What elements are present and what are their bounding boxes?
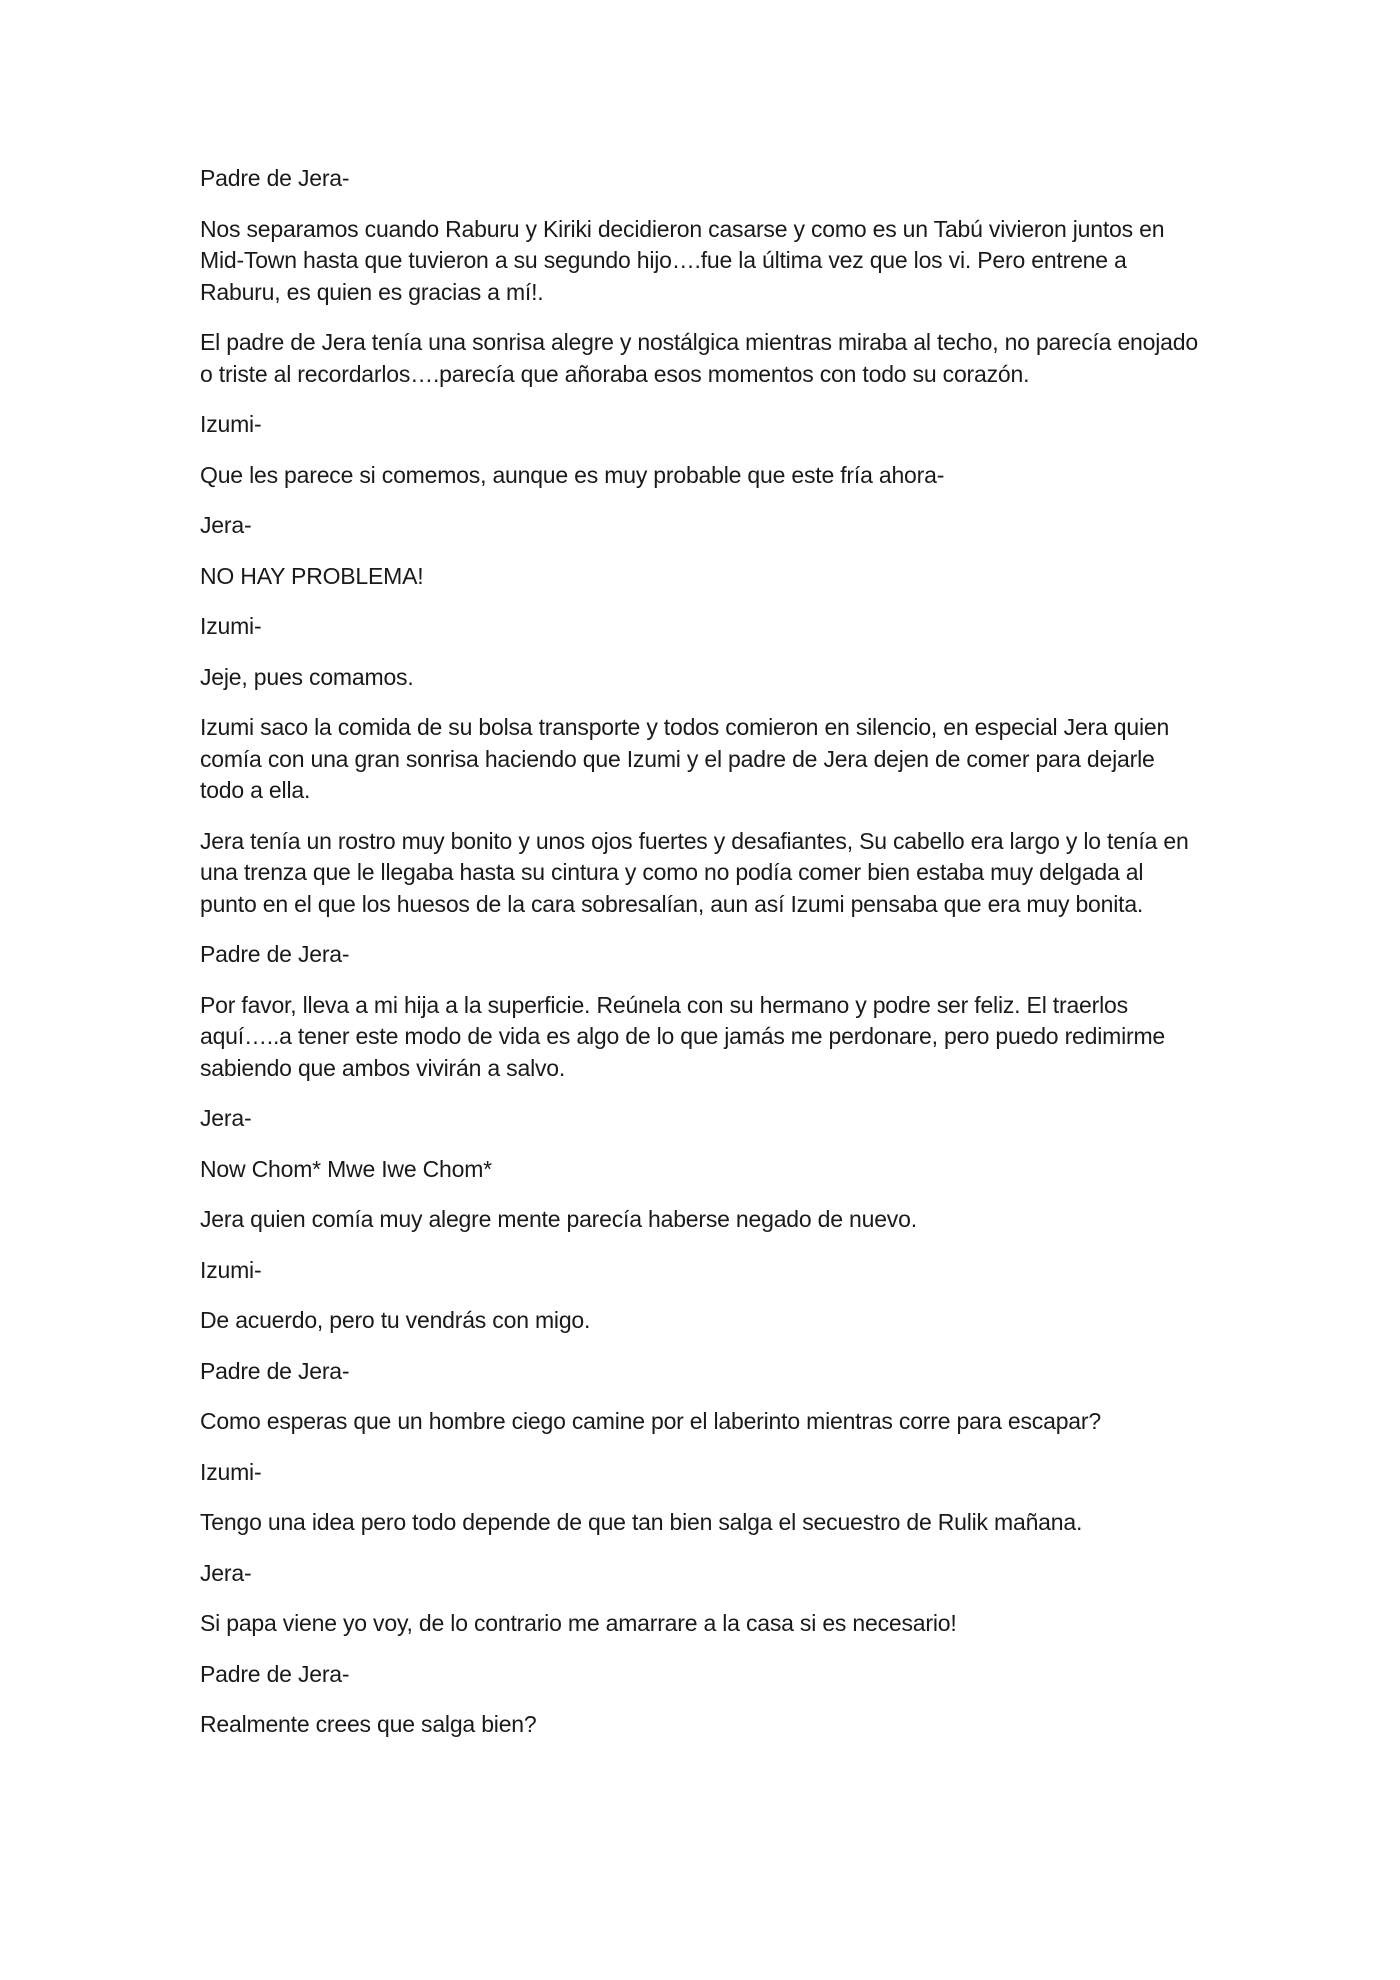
dialogue-paragraph: Jeje, pues comamos. [200, 663, 414, 690]
speaker-label: Izumi- [200, 1458, 262, 1485]
dialogue-paragraph: Realmente crees que salga bien? [200, 1711, 537, 1737]
dialogue-paragraph: Si papa viene yo voy, de lo contrario me amarrare a la casa si es necesario! [200, 1610, 957, 1636]
document-page [200, 163, 1200, 1760]
speaker-label: Padre de Jera- [200, 1357, 350, 1384]
speaker-label: Padre de Jera- [200, 941, 350, 967]
narration-paragraph: Izumi saco la comida de su bolsa transporte y todos comieron en silencio, en especial Jera quien comía con una gran sonrisa haciendo que Izumi y el padre de Jera dejen de comer para dejarle todo a ella. [200, 714, 1170, 803]
dialogue-paragraph: Como esperas que un hombre ciego camine por el laberinto mientras corre para escapar? [200, 1408, 1101, 1434]
narration-paragraph: El padre de Jera tenía una sonrisa alegre y nostálgica mientras miraba al techo, no parecía enojado o triste al recordarlos….parecía que añoraba esos momentos con todo su corazón. [200, 329, 1198, 387]
dialogue-paragraph: Nos separamos cuando Raburu y Kiriki decidieron casarse y como es un Tabú vivieron juntos en Mid-Town hasta que tuvieron a su segundo hijo….fue la última vez que los vi. Pero entrene a Raburu, es quien es gracias a mí!. [200, 215, 1165, 305]
speaker-label: Izumi- [200, 613, 262, 639]
narration-paragraph: Jera quien comía muy alegre mente parecía haberse negado de nuevo. [200, 1206, 917, 1232]
speaker-label: Jera- [200, 512, 252, 538]
dialogue-paragraph: Now Chom* Mwe Iwe Chom* [200, 1155, 492, 1182]
dialogue-paragraph: NO HAY PROBLEMA! [200, 562, 424, 589]
speaker-label: Izumi- [200, 411, 262, 437]
speaker-label: Jera- [200, 1105, 252, 1131]
narration-paragraph: Jera tenía un rostro muy bonito y unos ojos fuertes y desafiantes, Su cabello era largo y lo tenía en una trenza que le llegaba hasta su cintura y como no podía comer bien estaba muy delgada al punto en el que los huesos de la cara sobresalían, aun así Izumi pensaba que era muy bonita. [200, 827, 1189, 917]
dialogue-paragraph: Por favor, lleva a mi hija a la superficie. Reúnela con su hermano y podre ser feliz. El traerlos aquí…..a tener este modo de vida es algo de lo que jamás me perdonare, pero puedo redimirme sabiendo que ambos vivirán a salvo. [200, 991, 1165, 1081]
dialogue-paragraph: De acuerdo, pero tu vendrás con migo. [200, 1307, 591, 1333]
dialogue-paragraph: Que les parece si comemos, aunque es muy probable que este fría ahora- [200, 461, 945, 488]
dialogue-paragraph: Tengo una idea pero todo depende de que tan bien salga el secuestro de Rulik mañana. [200, 1509, 1083, 1535]
speaker-label: Izumi- [200, 1256, 262, 1283]
speaker-label: Jera- [200, 1559, 252, 1586]
speaker-label: Padre de Jera- [200, 1660, 350, 1687]
speaker-label: Padre de Jera- [200, 165, 350, 191]
